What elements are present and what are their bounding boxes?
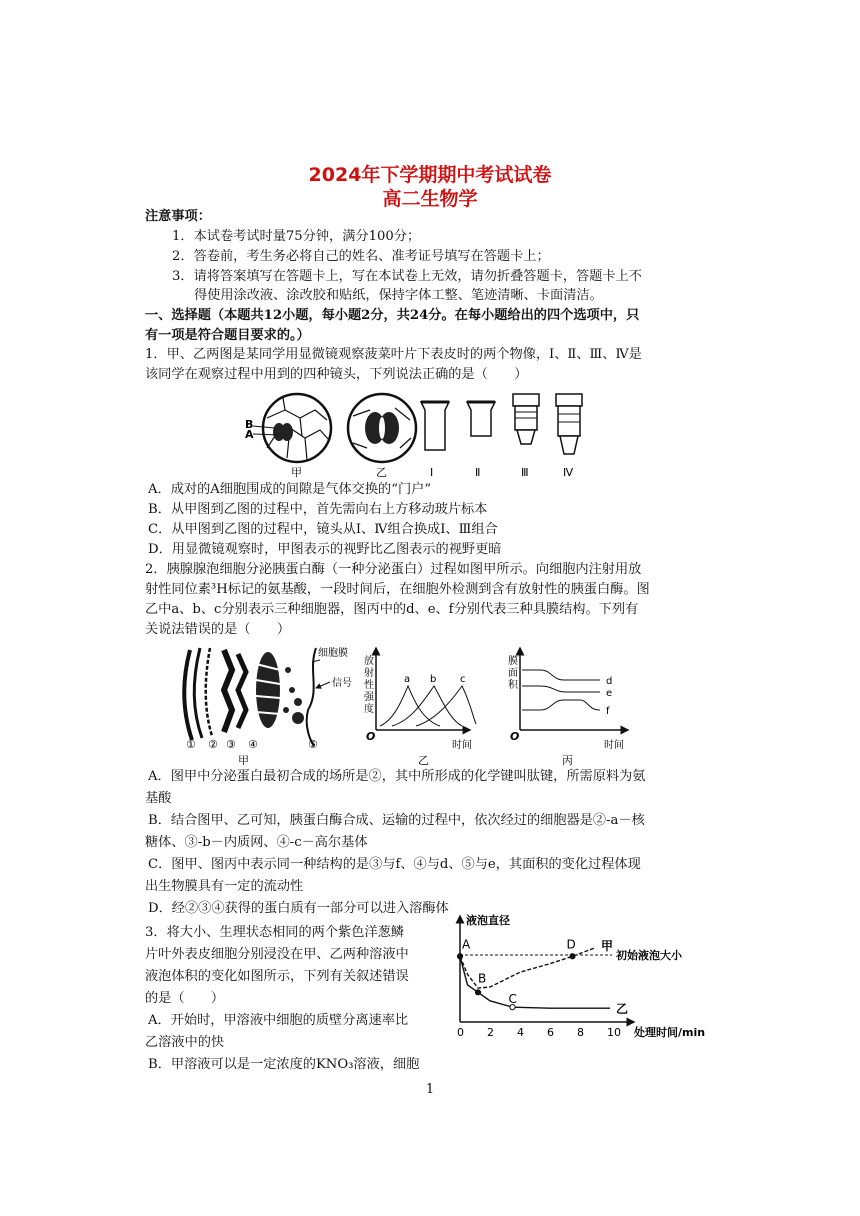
- series-label: 乙: [616, 1002, 629, 1017]
- yi-ylabel-0: 放: [364, 656, 374, 667]
- label-yi: 乙: [376, 466, 387, 479]
- peak-a: a: [404, 674, 411, 685]
- q2-figure: [180, 640, 640, 768]
- q1-option-d: D．用显微镜观察时，甲图表示的视野比乙图表示的视野更暗: [148, 542, 502, 557]
- x-tick-label: 4: [517, 1026, 524, 1039]
- yi-origin: O: [366, 730, 376, 743]
- point-label: C: [508, 992, 517, 1007]
- num-4: ④: [248, 738, 258, 751]
- bing-ylabel-2: 积: [508, 680, 518, 691]
- peak-c: c: [460, 674, 466, 685]
- lens-ii-icon: [467, 402, 495, 479]
- q2-option-d: D．经②③④获得的蛋白质有一部分可以进入溶酶体: [148, 901, 449, 916]
- yi-ylabel-2: 性: [364, 680, 374, 691]
- q2-option-a: A．图甲中分泌蛋白最初合成的场所是②，其中所形成的化学键叫肽键，所需原料为氨: [148, 769, 646, 784]
- x-tick-label: 10: [607, 1026, 621, 1039]
- notice-item-3: 3．请将答案填写在答题卡上，写在本试卷上无效，请勿折叠答题卡，答题卡上不: [172, 269, 642, 284]
- notice-heading: 注意事项：: [145, 209, 211, 224]
- series-label: 甲: [601, 938, 614, 953]
- notice-item-1: 1．本试卷考试时量75分钟，满分100分；: [172, 229, 421, 244]
- curve-f: f: [606, 706, 610, 717]
- label-bing-fig: 丙: [562, 754, 573, 767]
- num-3: ③: [226, 738, 236, 751]
- graph-bing: [508, 648, 628, 767]
- q1-stem: 1．甲、乙两图是某同学用显微镜观察菠菜叶片下表皮时的两个物像，Ⅰ、Ⅱ、Ⅲ、Ⅳ是: [145, 347, 642, 362]
- notice-item-3-cont: 得使用涂改液、涂改胶和贴纸，保持字体工整、笔迹清晰、卡面清洁。: [194, 288, 603, 303]
- lens-i-icon: [421, 402, 449, 479]
- q2-stem-cont-1: 射性同位素³H标记的氨基酸，一段时间后，在细胞外检测到含有放射性的胰蛋白酶。图: [145, 582, 650, 597]
- q2-stem-cont-3: 关说法错误的是（ ）: [145, 622, 291, 637]
- exam-title: 2024年下学期期中考试试卷: [308, 164, 552, 186]
- label-yi-fig: 乙: [418, 754, 429, 767]
- q2-option-c: C．图甲、图丙中表示同一种结构的是③与f、④与d、⑤与e，其面积的变化过程体现: [148, 857, 641, 872]
- q3-stem-cont-2: 液泡体积的变化如图所示，下列有关叙述错误: [145, 969, 409, 984]
- q3-xlabel: 处理时间/min: [634, 1026, 706, 1039]
- num-1: ①: [186, 738, 196, 751]
- label-jia-fig: 甲: [238, 754, 249, 767]
- label-lens-4: Ⅳ: [563, 466, 574, 479]
- label-jia: 甲: [291, 466, 302, 479]
- q3-ylabel: 液泡直径: [466, 914, 510, 927]
- q3-option-a: A．开始时，甲溶液中细胞的质壁分离速率比: [148, 1013, 409, 1028]
- q2-option-a-cont: 基酸: [145, 791, 172, 806]
- q1-stem-cont: 该同学在观察过程中用到的四种镜头，下列说法正确的是（ ）: [145, 367, 528, 382]
- yi-ylabel-3: 强: [364, 692, 374, 703]
- q2-stem-cont-2: 乙中a、b、c分别表示三种细胞器，图丙中的d、e、f分别代表三种具膜结构。下列有: [145, 602, 639, 617]
- x-tick-label: 6: [547, 1026, 554, 1039]
- point-label: D: [566, 937, 576, 952]
- x-tick-label: 2: [487, 1026, 494, 1039]
- q2-stem: 2．胰腺腺泡细胞分泌胰蛋白酶（一种分泌蛋白）过程如图甲所示。向细胞内注射用放: [145, 562, 642, 577]
- curve-d: d: [606, 676, 613, 687]
- q3-stem-cont-1: 片叶外表皮细胞分别浸没在甲、乙两种溶液中: [145, 947, 409, 962]
- lens-iii-icon: [513, 394, 539, 479]
- label-lens-1: Ⅰ: [430, 466, 434, 479]
- point-marker: [457, 954, 462, 959]
- field-yi: [348, 394, 416, 479]
- curve-e: e: [606, 688, 613, 699]
- q1-figure: [245, 388, 595, 480]
- label-lens-2: Ⅱ: [475, 466, 481, 479]
- bing-ylabel-0: 膜: [508, 656, 518, 667]
- peak-b: b: [430, 674, 437, 685]
- mark-a: A: [245, 428, 254, 441]
- x-tick-label: 0: [457, 1026, 464, 1039]
- q3-option-a-cont: 乙溶液中的快: [145, 1035, 225, 1050]
- page-number: 1: [425, 1082, 435, 1097]
- graph-yi: [364, 648, 476, 767]
- section-heading-cont: 有一项是符合题目要求的。）: [145, 328, 310, 343]
- q1-option-b: B．从甲图到乙图的过程中，首先需向右上方移动玻片标本: [148, 502, 488, 517]
- num-5: ⑤: [308, 738, 318, 751]
- q1-option-c: C．从甲图到乙图的过程中，镜头从Ⅰ、Ⅳ组合换成Ⅰ、Ⅲ组合: [148, 522, 498, 537]
- initial-size-label: 初始液泡大小: [616, 949, 682, 962]
- bing-origin: O: [510, 730, 520, 743]
- point-marker: [570, 954, 575, 959]
- point-label: B: [478, 971, 487, 986]
- q3-option-b: B．甲溶液可以是一定浓度的KNO₃溶液，细胞: [148, 1057, 420, 1072]
- notice-item-2: 2．答卷前，考生务必将自己的姓名、准考证号填写在答题卡上；: [172, 249, 550, 264]
- bing-ylabel-1: 面: [508, 668, 518, 679]
- q3-stem-cont-3: 的是（ ）: [145, 991, 225, 1006]
- num-2: ②: [208, 738, 218, 751]
- q2-option-c-cont: 出生物膜具有一定的流动性: [145, 879, 304, 894]
- yi-ylabel-1: 射: [364, 668, 374, 679]
- point-marker: [475, 990, 480, 995]
- bing-xlabel: 时间: [604, 740, 624, 751]
- label-lens-3: Ⅲ: [521, 466, 529, 479]
- lens-iv-icon: [556, 394, 582, 479]
- q2-option-b-cont: 糖体、③-b－内质网、④-c－高尔基体: [145, 835, 368, 850]
- field-jia: [245, 394, 331, 479]
- q3-chart: [444, 910, 724, 1040]
- signal-label: 信号: [332, 678, 352, 689]
- cell-diagram-jia: [184, 646, 352, 767]
- yi-ylabel-4: 度: [364, 704, 374, 715]
- point-label: A: [462, 937, 471, 952]
- q3-stem: 3．将大小、生理状态相同的两个紫色洋葱鳞: [145, 925, 404, 940]
- q2-option-b: B．结合图甲、乙可知，胰蛋白酶合成、运输的过程中，依次经过的细胞器是②-a－核: [148, 813, 645, 828]
- x-tick-label: 8: [577, 1026, 584, 1039]
- yi-xlabel: 时间: [452, 740, 472, 751]
- subject-title: 高二生物学: [382, 188, 478, 210]
- section-heading: 一、选择题（本题共12小题，每小题2分，共24分。在每小题给出的四个选项中，只: [145, 308, 640, 323]
- membrane-label: 细胞膜: [318, 648, 348, 659]
- q1-option-a: A．成对的A细胞围成的间隙是气体交换的“门户”: [148, 482, 432, 497]
- mark-b: B: [245, 418, 254, 431]
